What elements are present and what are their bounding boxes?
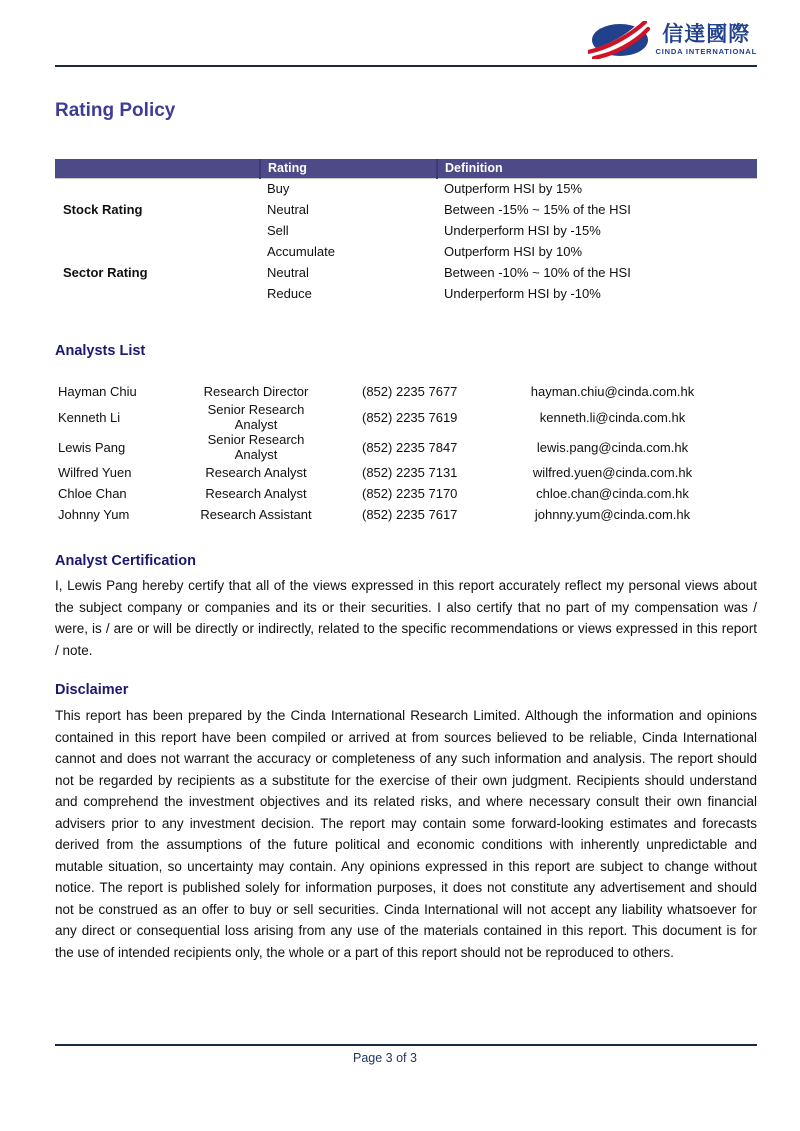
analyst-row bbox=[55, 483, 755, 504]
page-title: Rating Policy bbox=[55, 100, 176, 121]
table-row bbox=[55, 178, 757, 199]
analyst-name: Wilfred Yuen bbox=[58, 465, 132, 480]
rating-cell: Reduce bbox=[267, 286, 312, 301]
definition-cell: Between -10% ~ 10% of the HSI bbox=[444, 265, 631, 280]
analyst-row bbox=[55, 381, 755, 402]
page-number: Page 3 of 3 bbox=[353, 1051, 417, 1065]
analyst-phone: (852) 2235 7131 bbox=[362, 465, 458, 480]
analyst-title: Research Analyst bbox=[205, 465, 307, 480]
analyst-title: Research Assistant bbox=[200, 507, 312, 522]
rating-column-header: Rating bbox=[260, 159, 437, 178]
header-divider bbox=[55, 65, 757, 67]
footer-divider bbox=[55, 1044, 757, 1046]
definition-cell: Underperform HSI by -10% bbox=[444, 286, 601, 301]
cinda-logo-icon bbox=[588, 21, 650, 59]
analyst-email: chloe.chan@cinda.com.hk bbox=[536, 486, 689, 501]
analyst-name: Chloe Chan bbox=[58, 486, 127, 501]
analyst-phone: (852) 2235 7847 bbox=[362, 439, 458, 455]
rating-cell: Accumulate bbox=[267, 244, 335, 259]
rating-cell: Neutral bbox=[267, 202, 309, 217]
analyst-email: johnny.yum@cinda.com.hk bbox=[534, 507, 691, 522]
analyst-name: Hayman Chiu bbox=[58, 384, 137, 399]
analyst-title: Research Analyst bbox=[205, 486, 307, 501]
analyst-phone: (852) 2235 7617 bbox=[362, 507, 458, 522]
definition-cell: Outperform HSI by 10% bbox=[444, 244, 582, 259]
definition-cell: Underperform HSI by -15% bbox=[444, 223, 601, 238]
rating-policy-table bbox=[55, 159, 757, 304]
analyst-title: Senior Research Analyst bbox=[207, 432, 305, 462]
analysts-list-heading: Analysts List bbox=[55, 343, 146, 359]
analyst-email: hayman.chiu@cinda.com.hk bbox=[530, 384, 695, 399]
logo-chinese-name: 信達國際 bbox=[662, 23, 751, 47]
rating-cell: Buy bbox=[267, 181, 290, 197]
certification-text: I, Lewis Pang hereby certify that all of the views expressed in this report accurately reflect my personal views about the subject company or companies and its or their securities. I also certify that no part of my compensation was / were, is / are or will be directly or indirectly, related to the specific recommendations or views expressed in this report / note. bbox=[55, 578, 757, 658]
rating-table-header-row bbox=[55, 159, 757, 178]
disclaimer-heading: Disclaimer bbox=[55, 682, 129, 698]
definition-column-header: Definition bbox=[437, 159, 757, 178]
definition-cell: Outperform HSI by 15% bbox=[444, 181, 582, 197]
logo-english-name: CINDA INTERNATIONAL bbox=[655, 47, 757, 57]
logo-wordmark bbox=[656, 24, 757, 56]
rating-table-corner-cell bbox=[55, 159, 260, 178]
analyst-row bbox=[55, 504, 755, 525]
rating-cell: Neutral bbox=[267, 265, 309, 280]
analyst-phone: (852) 2235 7619 bbox=[362, 409, 458, 425]
analyst-title: Research Director bbox=[203, 384, 309, 399]
analyst-phone: (852) 2235 7170 bbox=[362, 486, 458, 501]
stock-rating-group-label: Stock Rating bbox=[63, 202, 143, 218]
analyst-phone: (852) 2235 7677 bbox=[362, 384, 458, 399]
analyst-row bbox=[55, 462, 755, 483]
analyst-title: Senior Research Analyst bbox=[207, 402, 305, 432]
analyst-email: kenneth.li@cinda.com.hk bbox=[539, 409, 686, 425]
rating-cell: Sell bbox=[267, 223, 289, 238]
analyst-row bbox=[55, 402, 755, 432]
analyst-name: Kenneth Li bbox=[58, 409, 121, 425]
analyst-row bbox=[55, 432, 755, 462]
certification-heading: Analyst Certification bbox=[55, 553, 196, 569]
analyst-email: wilfred.yuen@cinda.com.hk bbox=[532, 465, 693, 480]
analysts-table bbox=[55, 381, 755, 525]
analyst-email: lewis.pang@cinda.com.hk bbox=[536, 439, 689, 455]
sector-rating-group-label: Sector Rating bbox=[63, 265, 148, 280]
analyst-name: Lewis Pang bbox=[58, 439, 126, 455]
company-logo bbox=[588, 21, 757, 59]
definition-cell: Between -15% ~ 15% of the HSI bbox=[444, 202, 631, 217]
analyst-name: Johnny Yum bbox=[58, 507, 130, 522]
table-row bbox=[55, 241, 757, 262]
disclaimer-text: This report has been prepared by the Cinda International Research Limited. Although the information and opinions contained in this report have been compiled or arrived at from sources believed to be reliable, Cinda International cannot and does not warrant the accuracy or completeness of any such information and analysis. The report should not be regarded by recipients as a substitute for the exercise of their own judgment. Recipients should understand and comprehend the investment objectives and its related risks, and where necessary consult their own financial advisers prior to any investment decision. The report may contain some forward-looking estimates and forecasts derived from the assumptions of the future political and economic conditions with inherently unpredictable and mutable situation, so uncertainty may contain. Any opinions expressed in this report are subject to change without notice. The report is published solely for information purposes, it does not constitute any advertisement and should not be construed as an offer to buy or sell securities. Cinda International will not accept any liability whatsoever for any direct or consequential loss arising from any use of the materials contained in this report. This document is for the use of intended recipients only, the whole or a part of this report should not be reproduced to others. bbox=[55, 708, 757, 960]
